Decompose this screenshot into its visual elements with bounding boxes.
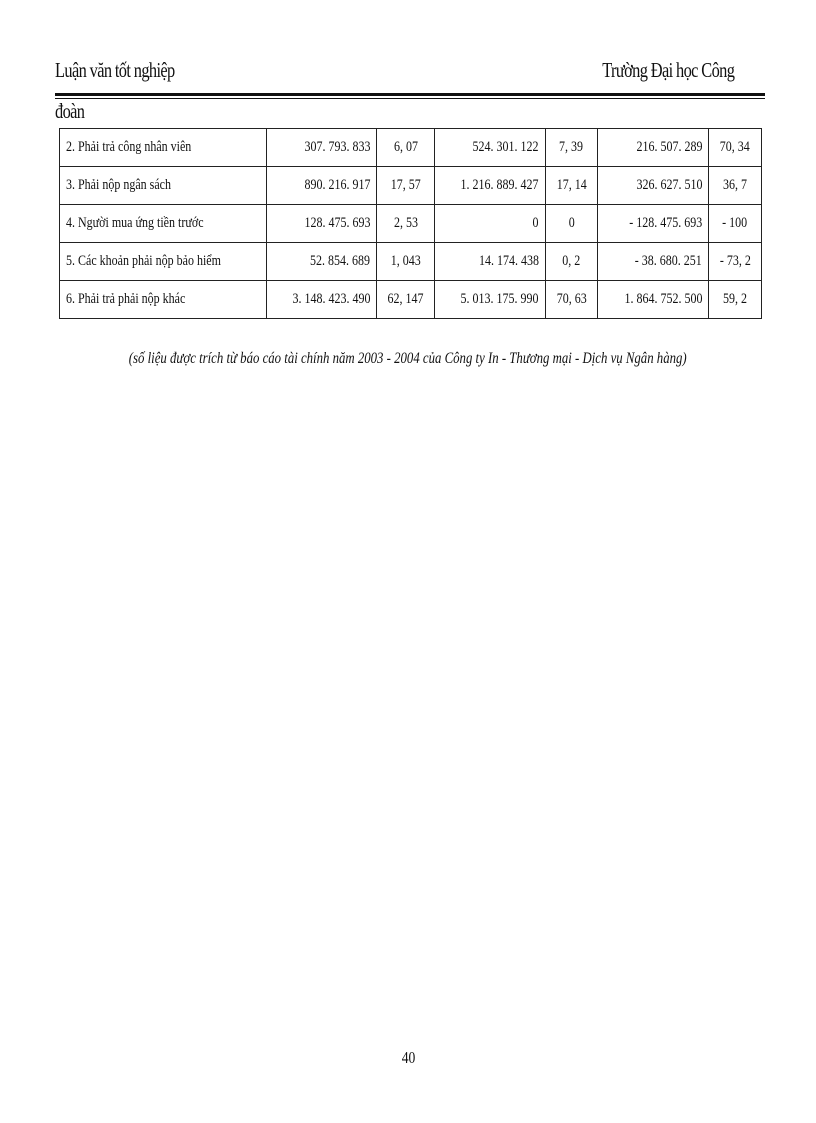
value-2003: 890. 216. 917: [266, 167, 377, 205]
row-label: 4. Người mua ứng tiền trước: [60, 205, 267, 243]
change-percent: 70, 34: [709, 129, 762, 167]
page-number: 40: [401, 1048, 415, 1067]
value-2004: 14. 174. 438: [435, 243, 546, 281]
value-2003: 3. 148. 423. 490: [266, 281, 377, 319]
table-row: [60, 167, 762, 205]
value-2004: 5. 013. 175. 990: [435, 281, 546, 319]
liabilities-table: [59, 128, 762, 319]
change-amount: 326. 627. 510: [597, 167, 708, 205]
row-label: 2. Phải trả công nhân viên: [60, 129, 267, 167]
row-label: 3. Phải nộp ngân sách: [60, 167, 267, 205]
change-percent: 36, 7: [709, 167, 762, 205]
header-rule-thin: [55, 98, 765, 99]
share-2004: 7, 39: [545, 129, 597, 167]
header-rule-thick: [55, 93, 765, 96]
change-amount: 216. 507. 289: [597, 129, 708, 167]
share-2003: 1, 043: [377, 243, 435, 281]
header-right-title: Trường Đại học Công: [601, 58, 734, 82]
value-2003: 307. 793. 833: [266, 129, 377, 167]
value-2004: 0: [435, 205, 546, 243]
share-2004: 70, 63: [545, 281, 597, 319]
share-2003: 6, 07: [377, 129, 435, 167]
change-amount: - 38. 680. 251: [597, 243, 708, 281]
value-2004: 524. 301. 122: [435, 129, 546, 167]
change-percent: 59, 2: [709, 281, 762, 319]
change-percent: - 100: [709, 205, 762, 243]
share-2004: 0, 2: [545, 243, 597, 281]
value-2004: 1. 216. 889. 427: [435, 167, 546, 205]
header-left-title: Luận văn tốt nghiệp: [55, 58, 175, 82]
table-row: [60, 205, 762, 243]
share-2003: 62, 147: [377, 281, 435, 319]
table-row: [60, 129, 762, 167]
change-amount: 1. 864. 752. 500: [597, 281, 708, 319]
table-row: [60, 281, 762, 319]
share-2003: 17, 57: [377, 167, 435, 205]
value-2003: 128. 475. 693: [266, 205, 377, 243]
share-2003: 2, 53: [377, 205, 435, 243]
change-percent: - 73, 2: [709, 243, 762, 281]
change-amount: - 128. 475. 693: [597, 205, 708, 243]
value-2003: 52. 854. 689: [266, 243, 377, 281]
table-row: [60, 243, 762, 281]
source-note: (số liệu được trích từ báo cáo tài chính năm 2003 - 2004 của Công ty In - Thương mại - Dịch vụ Ngân hàng): [129, 350, 687, 367]
share-2004: 0: [545, 205, 597, 243]
row-label: 5. Các khoản phải nộp bảo hiểm: [60, 243, 267, 281]
header-continuation: đoàn: [55, 99, 85, 123]
row-label: 6. Phải trả phải nộp khác: [60, 281, 267, 319]
share-2004: 17, 14: [545, 167, 597, 205]
